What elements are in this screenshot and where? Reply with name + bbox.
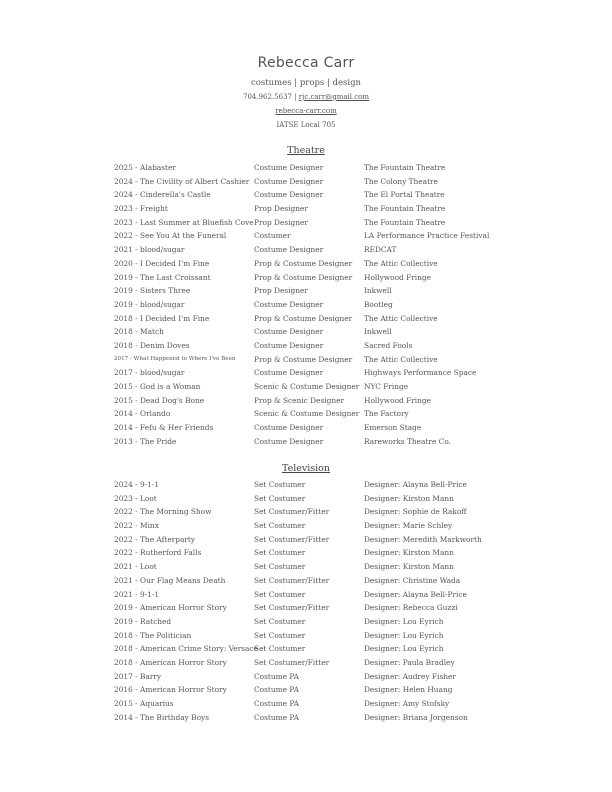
credit-role: Scenic & Costume Designer [254,382,360,391]
credit-title: 2018 - The Politician [114,630,192,640]
credit-title: 2019 - American Horror Story [114,603,227,613]
credit-title: 2015 - God is a Woman [114,382,201,391]
credit-role: Set Costumer/Fitter [254,534,330,544]
credit-venue: Designer: Lou Eyrich [364,616,444,626]
credit-title: 2019 - Sisters Three [114,286,191,296]
theatre-credits [114,161,514,448]
credit-venue: Designer: Meredith Markworth [364,534,482,544]
credit-role: Costume Designer [254,299,324,309]
credit-title: 2021 - blood/sugar [114,245,185,255]
credit-role: Costume Designer [254,190,324,200]
theatre-credit-row [114,202,514,216]
credit-role: Set Costumer [254,630,306,640]
credit-title: 2015 - Dead Dog's Bone [114,395,205,405]
credit-role: Scenic & Costume Designer [254,409,360,419]
credit-venue: The Attic Collective [364,258,438,268]
credit-role: Costume Designer [254,245,324,255]
credit-venue: The Attic Collective [364,354,438,364]
television-credit-row [114,683,514,697]
credit-title: 2023 - Last Summer at Bluefish Cove [114,217,254,227]
credit-title: 2019 - blood/sugar [114,299,185,309]
email-text[interactable]: rjc.carr@gmail.com [298,93,370,101]
credit-venue: LA Performance Practice Festival [364,231,490,241]
credit-venue: NYC Fringe [364,382,409,391]
credit-venue: The Fountain Theatre [364,217,446,227]
theatre-credit-row [114,284,514,298]
theatre-credit-row [114,325,514,339]
credit-role: Costume PA [254,685,299,695]
credit-venue: REDCAT [364,245,397,255]
credit-venue: Designer: Kirston Mann [364,493,454,503]
television-credit-row [114,519,514,533]
credit-role: Set Costumer [254,644,306,654]
credit-role: Costume Designer [254,368,324,378]
credit-role: Set Costumer/Fitter [254,507,330,517]
credit-title: 2017 - What Happened to Where I've Been [114,355,236,362]
contact-line [0,90,612,104]
theatre-credit-row [114,394,514,408]
credit-venue: Designer: Lou Eyrich [364,630,444,640]
credit-venue: Inkwell [364,286,392,296]
credit-venue: Designer: Lou Eyrich [364,644,444,654]
television-credit-row [114,533,514,547]
union-affiliation: IATSE Local 705 [276,121,336,129]
credit-venue: Designer: Marie Schley [364,521,453,531]
theatre-credit-row [114,380,514,394]
television-credit-row [114,478,514,492]
credit-role: Prop Designer [254,204,308,214]
theatre-credit-row [114,257,514,271]
credit-role: Set Costumer [254,589,306,599]
credit-role: Costume Designer [254,163,324,172]
credit-role: Prop & Costume Designer [254,272,353,282]
credit-venue: Designer: Kirston Mann [364,562,454,572]
television-credit-row [114,505,514,519]
credit-title: 2022 - See You At the Funeral [114,231,227,241]
theatre-credit-row [114,366,514,380]
page-title: Rebecca Carr [257,55,355,71]
credit-role: Costume PA [254,712,299,722]
credit-role: Set Costumer [254,616,306,626]
credit-title: 2016 - American Horror Story [114,685,227,695]
television-credit-row [114,574,514,588]
credit-role: Set Costumer/Fitter [254,603,330,613]
television-credit-row [114,492,514,506]
credit-venue: The Factory [364,409,409,419]
credit-role: Prop Designer [254,286,308,296]
theatre-credit-row [114,298,514,312]
credit-role: Costume Designer [254,436,324,446]
credit-venue: Rareworks Theatre Co. [364,436,451,446]
credit-title: 2022 - Rutherford Falls [114,548,202,558]
credit-title: 2024 - 9-1-1 [114,480,160,489]
credit-venue: The Attic Collective [364,313,438,323]
credit-title: 2023 - Loot [114,493,157,503]
credit-role: Costume PA [254,671,299,681]
television-credit-row [114,697,514,711]
television-credit-row [114,629,514,643]
credit-title: 2019 - The Last Croissant [114,272,211,282]
credit-role: Prop & Scenic Designer [254,395,345,405]
theatre-credit-row [114,353,514,367]
credit-role: Set Costumer/Fitter [254,575,330,585]
credit-venue: Sacred Fools [364,340,413,350]
credit-role: Set Costumer/Fitter [254,657,330,667]
credit-role: Set Costumer [254,562,306,572]
credit-title: 2023 - Freight [114,204,168,214]
credit-title: 2019 - Ratched [114,616,172,626]
television-credit-row [114,656,514,670]
credit-title: 2024 - The Civility of Albert Cashier [114,176,250,186]
theatre-credit-row [114,312,514,326]
credit-title: 2017 - Barry [114,671,162,681]
theatre-credit-row [114,421,514,435]
credit-role: Set Costumer [254,521,306,531]
credit-role: Prop Designer [254,217,308,227]
television-credit-row [114,560,514,574]
credit-role: Set Costumer [254,493,306,503]
credit-venue: Hollywood Fringe [364,395,431,405]
credit-title: 2021 - Our Flag Means Death [114,575,226,585]
theatre-credit-row [114,175,514,189]
credit-title: 2018 - Match [114,327,164,337]
credit-role: Prop & Costume Designer [254,354,353,364]
credit-venue: Designer: Helen Huang [364,685,453,695]
credit-venue: Designer: Rebecca Guzzi [364,603,458,613]
credit-venue: Designer: Sophie de Rakoff [364,507,467,517]
theatre-credit-row [114,161,514,175]
credit-venue: Emerson Stage [364,423,422,433]
credit-title: 2020 - I Decided I'm Fine [114,258,210,268]
theatre-credit-row [114,229,514,243]
credit-venue: Designer: Alayna Bell-Price [364,589,467,599]
credit-title: 2017 - blood/sugar [114,368,185,378]
credit-title: 2014 - Fefu & Her Friends [114,423,214,433]
website-link[interactable]: rebecca-carr.com [275,107,337,115]
credit-role: Costume PA [254,699,299,708]
credit-venue: Designer: Paula Bradley [364,657,455,667]
television-credit-row [114,546,514,560]
credit-venue: Designer: Amy Stofsky [364,699,450,708]
credit-title: 2024 - Cinderella's Castle [114,190,211,200]
credit-venue: The Fountain Theatre [364,163,446,172]
credit-title: 2022 - Minx [114,521,159,531]
credit-title: 2018 - American Horror Story [114,657,227,667]
credit-title: 2013 - The Pride [114,436,177,446]
credit-title: 2014 - The Birthday Boys [114,712,209,722]
credit-title: 2018 - American Crime Story: Versace [114,644,258,654]
credit-role: Prop & Costume Designer [254,258,353,268]
television-credit-row [114,588,514,602]
credit-title: 2021 - Loot [114,562,157,572]
credit-venue: Designer: Alayna Bell-Price [364,480,467,489]
credit-role: Set Costumer [254,548,306,558]
phone-number: 704.962.5637 [242,93,292,101]
credit-role: Prop & Costume Designer [254,313,353,323]
credit-venue: Bootleg [364,299,393,309]
theatre-credit-row [114,435,514,449]
credit-venue: The Fountain Theatre [364,204,446,214]
email-link[interactable] [299,93,369,101]
television-credit-row [114,670,514,684]
credit-venue: Designer: Christine Wada [364,575,461,585]
credit-role: Costumer [254,231,291,241]
television-credits [114,478,514,724]
credit-venue: Highways Performance Space [364,368,477,378]
theatre-credit-row [114,339,514,353]
theatre-credit-row [114,216,514,230]
credit-title: 2025 - Alabaster [114,163,176,172]
credit-role: Costume Designer [254,423,324,433]
credit-title: 2022 - The Afterparty [114,534,196,544]
credit-venue: Designer: Kirston Mann [364,548,454,558]
credit-venue: Hollywood Fringe [364,272,431,282]
credit-venue: Designer: Audrey Fisher [364,671,456,681]
credit-title: 2015 - Aquarius [114,699,174,708]
credit-venue: The Colony Theatre [364,176,438,186]
tagline: costumes | props | design [250,78,361,88]
credit-title: 2014 - Orlando [114,409,171,419]
credit-title: 2018 - I Decided I'm Fine [114,313,210,323]
separator: | [291,93,299,101]
credit-role: Costume Designer [254,340,324,350]
television-credit-row [114,711,514,725]
theatre-credit-row [114,271,514,285]
credit-venue: Inkwell [364,327,392,337]
credit-title: 2022 - The Morning Show [114,507,212,517]
theatre-section-title: Theatre [287,145,325,156]
credit-title: 2021 - 9-1-1 [114,589,160,599]
television-credit-row [114,615,514,629]
theatre-credit-row [114,188,514,202]
theatre-credit-row [114,243,514,257]
credit-role: Costume Designer [254,176,324,186]
credit-role: Set Costumer [254,480,306,489]
website-line [0,104,612,118]
television-credit-row [114,601,514,615]
television-credit-row [114,642,514,656]
theatre-credit-row [114,407,514,421]
resume-header [0,54,612,132]
credit-role: Costume Designer [254,327,324,337]
credit-venue: Designer: Briana Jorgenson [364,712,468,722]
television-section-title: Television [281,463,331,474]
credit-title: 2018 - Denim Doves [114,340,190,350]
credit-venue: The El Portal Theatre [364,190,445,200]
